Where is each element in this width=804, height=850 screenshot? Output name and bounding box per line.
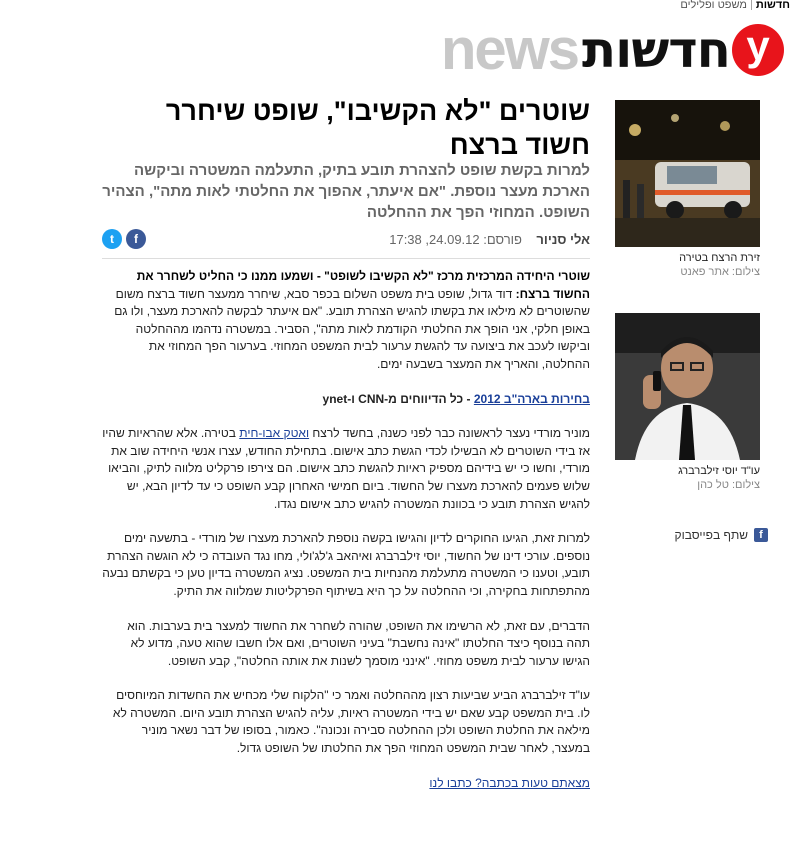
- twitter-icon[interactable]: t: [102, 229, 122, 249]
- published-date: 24.09.12, 17:38: [389, 231, 480, 247]
- figure-lawyer: [615, 313, 760, 492]
- facebook-icon[interactable]: f: [126, 229, 146, 249]
- lead-paragraph: [102, 268, 590, 374]
- related-rest: - כל הדיווחים מ-CNN ו-ynet: [322, 391, 474, 406]
- victim-link[interactable]: ואטק אבו-חית: [239, 426, 310, 441]
- paragraph-3: למרות זאת, הגיעו החוקרים לדיון והגישו בקשה נוספת להארכת מעצרו של מורדי - בתשעה ימים נוספים. עורכי דינו של החשוד, יוסי זילברברג ואיהאב ג'לג'ולי, מחו נגד העובדה כי לא הוגשה הצהרת תובע, וטענו כי המשטרה מתעלמת מהנחיות בית המשפט. נציג המשטרה בדיון טען כי בקשתם נבעה מהתפתחות בחקירה, וכי ההחלטה על כך היא בשיתוף הפרקליטות שמלווה את התיק.: [102, 531, 590, 598]
- figure-credit: צילום: טל כהן: [697, 479, 760, 491]
- published-label: פורסם:: [483, 231, 522, 247]
- report-error-link[interactable]: מצאתם טעות בכתבה? כתבו לנו: [429, 775, 590, 790]
- crime-scene-photo[interactable]: [615, 100, 760, 247]
- paragraph-2-b: בטירה. אלא שהראיות שהיו אז בידי השוטרים לא הבשילו לכדי הגשת כתב אישום. בתחילת החודש, עצרו אנשי היחידה שוב את מורדי, וחשו כי יש בידיהם מספיק ראיות להגשת כתב אישום. הם צירפו פרקליט מלווה לתיק, והביאו שלוש פעמים להארכת מעצרו של החשוד. ביום חמישי האחרון קבע השופט כי עד לדיון הבא, יש להגיש הצהרת תובע כי בכוונת המשטרה להגיש כתב אישום נגדו.: [102, 426, 590, 511]
- breadcrumb-home[interactable]: חדשות: [755, 0, 790, 10]
- figure-caption: זירת הרצח בטירה: [679, 252, 760, 264]
- crime-scene-illustration: [615, 100, 760, 247]
- share-facebook[interactable]: [675, 528, 768, 542]
- report-line: [102, 775, 590, 793]
- figure-crime-scene: [615, 100, 760, 279]
- byline: [389, 232, 590, 247]
- paragraph-2-a: מוניר מורדי נעצר לראשונה כבר לפני כשנה, בחשד לרצח: [309, 426, 590, 441]
- site-logo[interactable]: [440, 17, 784, 82]
- lead-bold: שוטרי היחידה המרכזית מרכז "לא הקשיבו לשופט" - ושמעו ממנו כי החליט לשחרר את החשוד ברצח:: [136, 269, 590, 301]
- lawyer-photo[interactable]: [615, 313, 760, 460]
- breadcrumb-section[interactable]: משפט ופלילים: [680, 0, 747, 10]
- article-body: [102, 268, 590, 809]
- figure-credit: צילום: אתר פאנט: [680, 266, 760, 278]
- meta-divider: [102, 258, 590, 259]
- breadcrumb-separator: |: [749, 0, 753, 10]
- article-title: שוטרים "לא הקשיבו", שופט שיחרר חשוד ברצח: [165, 96, 590, 160]
- facebook-icon: f: [754, 528, 768, 542]
- related-link[interactable]: בחירות בארה"ב 2012: [473, 391, 590, 406]
- social-buttons: [102, 229, 146, 249]
- logo-news-word: news: [440, 17, 579, 82]
- share-label: שתף בפייסבוק: [674, 528, 748, 542]
- related-line: [102, 391, 590, 409]
- author-name[interactable]: אלי סניור: [536, 231, 590, 247]
- paragraph-2: [102, 425, 590, 513]
- lawyer-illustration: [615, 313, 760, 460]
- article-subtitle: למרות בקשת שופט להצהרת תובע בתיק, התעלמה המשטרה וביקשה הארכת מעצר נוספת. "אם איעתר, אהפוך את החלטתי לאות מתה", הצהיר השופט. המחוזי הפך את ההחלטה: [102, 162, 590, 221]
- article-meta: [102, 228, 590, 250]
- lead-text: דוד גדול, שופט בית משפט השלום בכפר סבא, שיחרר ממעצר חשוד ברצח משום שהשוטרים לא מילאו את בקשתו להגיש הצהרת תובע. "אם איעתר לבקשה להארכת מעצר, ולו גם באופן חלקי, אני הופך את החלטתי הקודמת לאות מתה", הסביר. במשטרה נדהמו מההחלטה וביקשו לעכב את ביצועה עד להגשת ערעור לבית המשפט המחוזי. בערעור הפך המחוזי את ההחלטה, והאריך את המעצר בשבעה ימים.: [114, 286, 590, 371]
- paragraph-5: עו"ד זילברברג הביע שביעות רצון מההחלטה ואמר כי "הלקוח שלי מכחיש את החשדות המיוחסים לו. בית המשפט קבע שאם יש בידי המשטרה ראיות, עליה להגיש הצהרת תובע היום. המשטרה לא מילאה את החלטת השופט ולכן ההחלטה סבירה ונכונה". כאמור, בסופו של דבר נשאר מוניר במעצר, לאחר שבית המשפט המחוזי הפך את החלטתו של השופט גדול.: [112, 688, 590, 756]
- paragraph-4: הדברים, עם זאת, לא הרשימו את השופט, שהורה לשחרר את החשוד למעצר בית בערבות. הוא תהה בנוסף כיצד החלטתו "אינה נחשבת" בעיני השוטרים, ואם אלו חשבו שהוא טעה, מדוע לא הגישו ערעור לבית משפט מחוזי. "אינני מוסמך לשנות את אותה החלטה", קבע השופט.: [127, 618, 590, 668]
- logo-y-badge: y: [732, 24, 784, 76]
- breadcrumb: [680, 0, 790, 10]
- logo-hebrew-word: חדשות: [582, 21, 730, 79]
- figure-caption: עו"ד יוסי זילברברג: [678, 465, 760, 477]
